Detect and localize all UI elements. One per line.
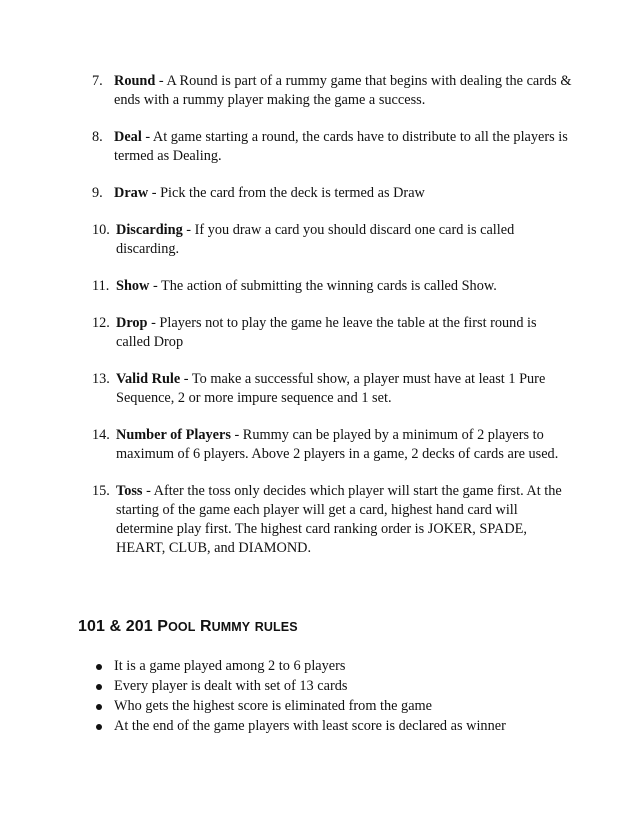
bullet-dot <box>96 704 102 710</box>
rule-item-deal <box>92 128 572 166</box>
rule-description: - To make a successful show, a player must have at least 1 Pure Sequence, 2 or more impure sequence and 1 set. <box>116 371 546 406</box>
rule-term: Number of Players <box>116 427 231 443</box>
rule-number: 15. <box>92 483 110 499</box>
bullet-text: It is a game played among 2 to 6 players <box>114 658 346 674</box>
heading-word-3: RULES <box>254 620 298 634</box>
rule-number: 7. <box>92 73 103 89</box>
pool-rummy-bullet-list <box>92 657 572 737</box>
bullet-text: At the end of the game players with least score is declared as winner <box>114 718 506 734</box>
rule-description: - The action of submitting the winning cards is called Show. <box>149 278 497 294</box>
bullet-item <box>92 677 572 696</box>
bullet-dot <box>96 684 102 690</box>
bullet-dot <box>96 664 102 670</box>
rule-item-draw <box>92 184 572 203</box>
rule-item-discarding <box>92 221 572 259</box>
rule-number: 9. <box>92 185 103 201</box>
rule-description: - Pick the card from the deck is termed as Draw <box>148 185 425 201</box>
rule-number: 13. <box>92 371 110 387</box>
rule-number: 11. <box>92 278 110 294</box>
bullet-dot <box>96 724 102 730</box>
rule-item-valid-rule <box>92 370 572 408</box>
bullet-item <box>92 717 572 736</box>
bullet-item <box>92 657 572 676</box>
bullet-text: Every player is dealt with set of 13 cards <box>114 678 348 694</box>
rule-description: - After the toss only decides which player will start the game first. At the starting of the game each player will get a card, highest hand card will determine play first. The highest card ranking order is JOKER, SPADE, HEART, CLUB, and DIAMOND. <box>116 483 562 556</box>
heading-prefix: 101 & 201 <box>78 618 158 635</box>
rule-number: 10. <box>92 222 110 238</box>
rule-term: Draw <box>114 185 149 201</box>
rule-term: Drop <box>116 315 148 331</box>
rule-item-drop <box>92 314 572 352</box>
rule-term: Valid Rule <box>116 371 181 387</box>
heading-word-2-initial: R <box>200 618 212 635</box>
rule-term: Discarding <box>116 222 183 238</box>
rule-description: - At game starting a round, the cards have to distribute to all the players is termed as Dealing. <box>114 129 568 164</box>
rule-item-show <box>92 277 572 296</box>
rule-term: Round <box>114 73 156 89</box>
rule-number: 8. <box>92 129 103 145</box>
bullet-text: Who gets the highest score is eliminated from the game <box>114 698 433 714</box>
heading-word-2-rest: UMMY <box>211 620 251 634</box>
rule-number: 12. <box>92 315 110 331</box>
rule-item-number-of-players <box>92 426 572 464</box>
heading-word-1-rest: OOL <box>168 620 196 634</box>
rule-description: - If you draw a card you should discard one card is called discarding. <box>116 222 515 257</box>
section-heading-pool-rummy-rules <box>78 618 298 636</box>
heading-word-1-initial: P <box>157 618 169 635</box>
rule-description: - Rummy can be played by a minimum of 2 players to maximum of 6 players. Above 2 players in a game, 2 decks of cards are used. <box>116 427 559 462</box>
bullet-item <box>92 697 572 716</box>
rule-item-toss <box>92 482 572 558</box>
rule-term: Deal <box>114 129 142 145</box>
rule-item-round <box>92 72 572 110</box>
rules-numbered-list <box>92 72 572 576</box>
rule-term: Show <box>116 278 150 294</box>
rule-description: - A Round is part of a rummy game that begins with dealing the cards & ends with a rummy player making the game a success. <box>114 73 572 108</box>
rule-number: 14. <box>92 427 110 443</box>
rule-description: - Players not to play the game he leave the table at the first round is called Drop <box>116 315 537 350</box>
rule-term: Toss <box>116 483 143 499</box>
